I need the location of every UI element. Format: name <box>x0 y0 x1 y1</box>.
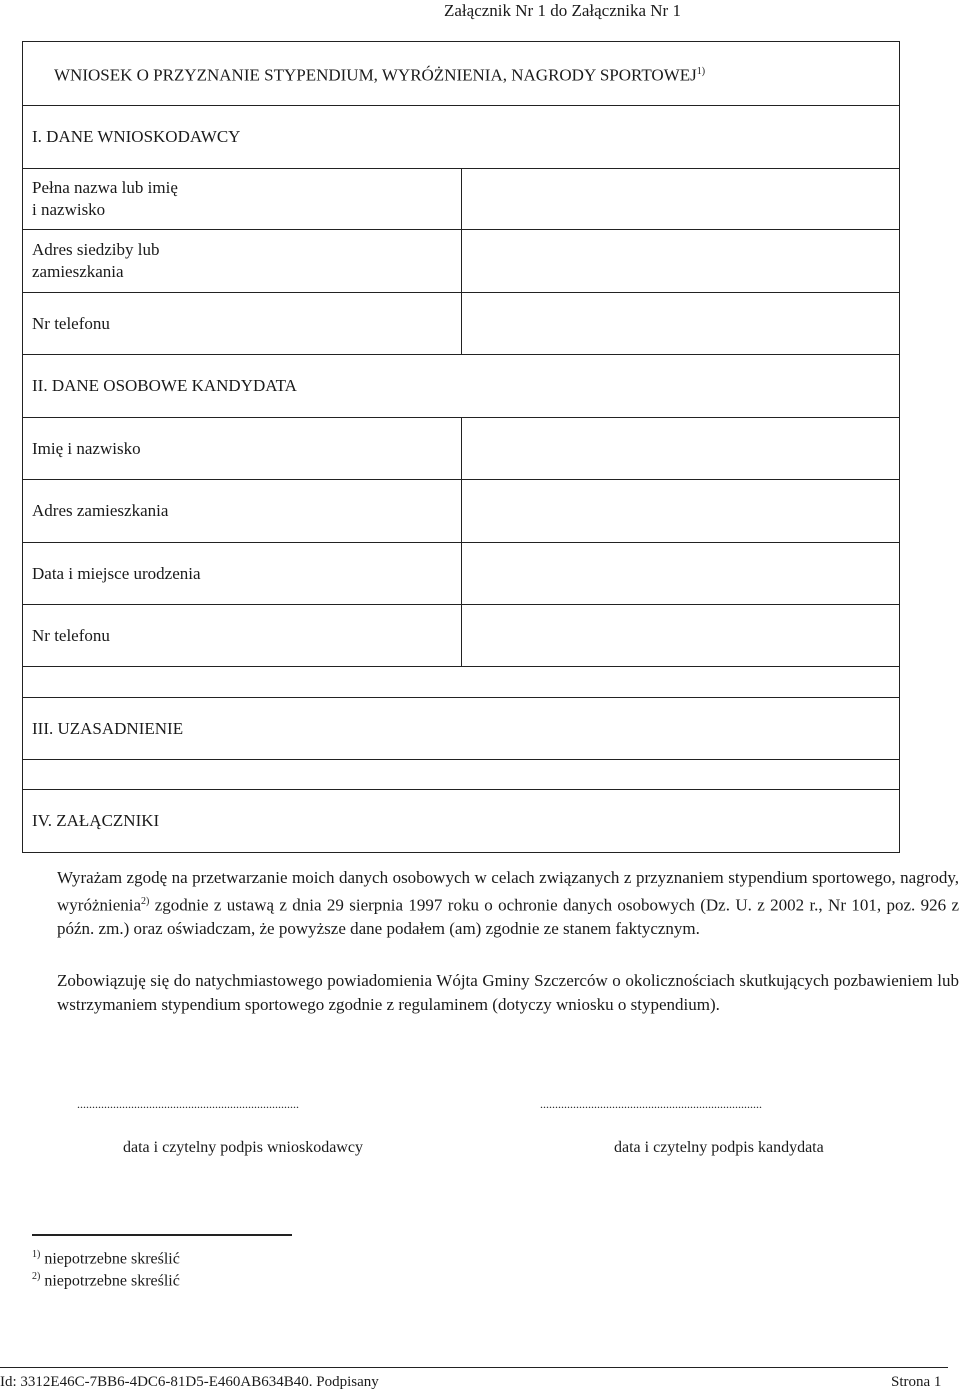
applicant-phone-field[interactable] <box>461 293 900 355</box>
obligation-paragraph: Zobowiązuję się do natychmiastowego powiadomienia Wójta Gminy Szczerców o okolicznościach skutkujących pozbawieniem lub wstrzymaniem stypendium sportowego zgodnie z regulaminem (dotyczy wniosku o stypendium). <box>57 971 959 1014</box>
applicant-name-row <box>23 169 900 230</box>
candidate-signature-line: .......................................................................... <box>540 1097 762 1111</box>
candidate-name-label: Imię i nazwisko <box>23 418 462 480</box>
footer-divider <box>0 1367 948 1368</box>
justification-field[interactable] <box>23 760 900 790</box>
section4-heading: IV. ZAŁĄCZNIKI <box>23 790 900 853</box>
form-title-cell <box>23 42 900 106</box>
section3-heading: III. UZASADNIENIE <box>23 698 900 760</box>
consent-text-part2: zgodnie z ustawą z dnia 29 sierpnia 1997 roku o ochronie danych osobowych (Dz. U. z 2002 r., Nr 101, poz. 926 z późn. zm.) oraz oświadczam, że powyższe dane podałem (am) zgodnie ze stanem faktycznym. <box>57 895 959 938</box>
footnote-2-text: niepotrzebne skreślić <box>44 1272 180 1290</box>
applicant-address-label-line1: Adres siedziby lub <box>32 240 160 259</box>
application-form-table <box>22 41 900 853</box>
consent-paragraph-1 <box>57 866 959 940</box>
section3-heading-row <box>23 698 900 760</box>
applicant-address-field[interactable] <box>461 230 900 293</box>
applicant-address-row <box>23 230 900 293</box>
applicant-signature-caption: data i czytelny podpis wnioskodawcy <box>123 1139 363 1156</box>
candidate-address-label: Adres zamieszkania <box>23 480 462 543</box>
section1-heading: I. DANE WNIOSKODAWCY <box>23 106 900 169</box>
section4-heading-row <box>23 790 900 853</box>
consent-text-part1: Wyrażam zgodę na przetwarzanie moich danych osobowych w celach związanych z przyznaniem stypendium sportowego, nagrody, wyróżnienia <box>57 868 959 915</box>
candidate-birth-field[interactable] <box>461 543 900 605</box>
footnote-1-text: niepotrzebne skreślić <box>44 1250 180 1268</box>
form-title-row <box>23 42 900 106</box>
applicant-phone-row <box>23 293 900 355</box>
justification-row <box>23 760 900 790</box>
applicant-name-label-line2: i nazwisko <box>32 200 106 219</box>
footnote-1 <box>32 1245 180 1269</box>
spacer-row-1 <box>23 667 900 698</box>
candidate-birth-label: Data i miejsce urodzenia <box>23 543 462 605</box>
applicant-name-label-line1: Pełna nazwa lub imię <box>32 178 178 197</box>
candidate-signature-caption: data i czytelny podpis kandydata <box>614 1139 824 1156</box>
applicant-signature-line: .......................................................................... <box>77 1097 299 1111</box>
candidate-phone-label: Nr telefonu <box>23 605 462 667</box>
candidate-name-field[interactable] <box>461 418 900 480</box>
candidate-birth-row <box>23 543 900 605</box>
document-id: Id: 3312E46C-7BB6-4DC6-81D5-E460AB634B40. Podpisany <box>0 1374 379 1390</box>
applicant-phone-label: Nr telefonu <box>23 293 462 355</box>
section2-heading: II. DANE OSOBOWE KANDYDATA <box>23 355 900 418</box>
footnote-2-mark: 2) <box>32 1271 41 1282</box>
applicant-name-label <box>23 169 462 230</box>
section2-heading-row <box>23 355 900 418</box>
attachment-note: Załącznik Nr 1 do Załącznika Nr 1 <box>444 1 681 20</box>
form-title-footnote-mark: 1) <box>696 65 706 77</box>
consent-footnote-mark: 2) <box>141 895 150 907</box>
footnote-1-mark: 1) <box>32 1249 41 1260</box>
applicant-address-label <box>23 230 462 293</box>
candidate-address-field[interactable] <box>461 480 900 543</box>
candidate-address-row <box>23 480 900 543</box>
applicant-name-field[interactable] <box>461 169 900 230</box>
section1-heading-row <box>23 106 900 169</box>
footnote-divider <box>32 1234 292 1236</box>
form-title: WNIOSEK O PRZYZNANIE STYPENDIUM, WYRÓŻNIENIA, NAGRODY SPORTOWEJ <box>54 65 697 85</box>
applicant-address-label-line2: zamieszkania <box>32 262 124 281</box>
footnote-2 <box>32 1267 180 1291</box>
candidate-phone-field[interactable] <box>461 605 900 667</box>
candidate-phone-row <box>23 605 900 667</box>
page-number: Strona 1 <box>891 1374 942 1390</box>
spacer-cell-1 <box>23 667 900 698</box>
candidate-name-row <box>23 418 900 480</box>
